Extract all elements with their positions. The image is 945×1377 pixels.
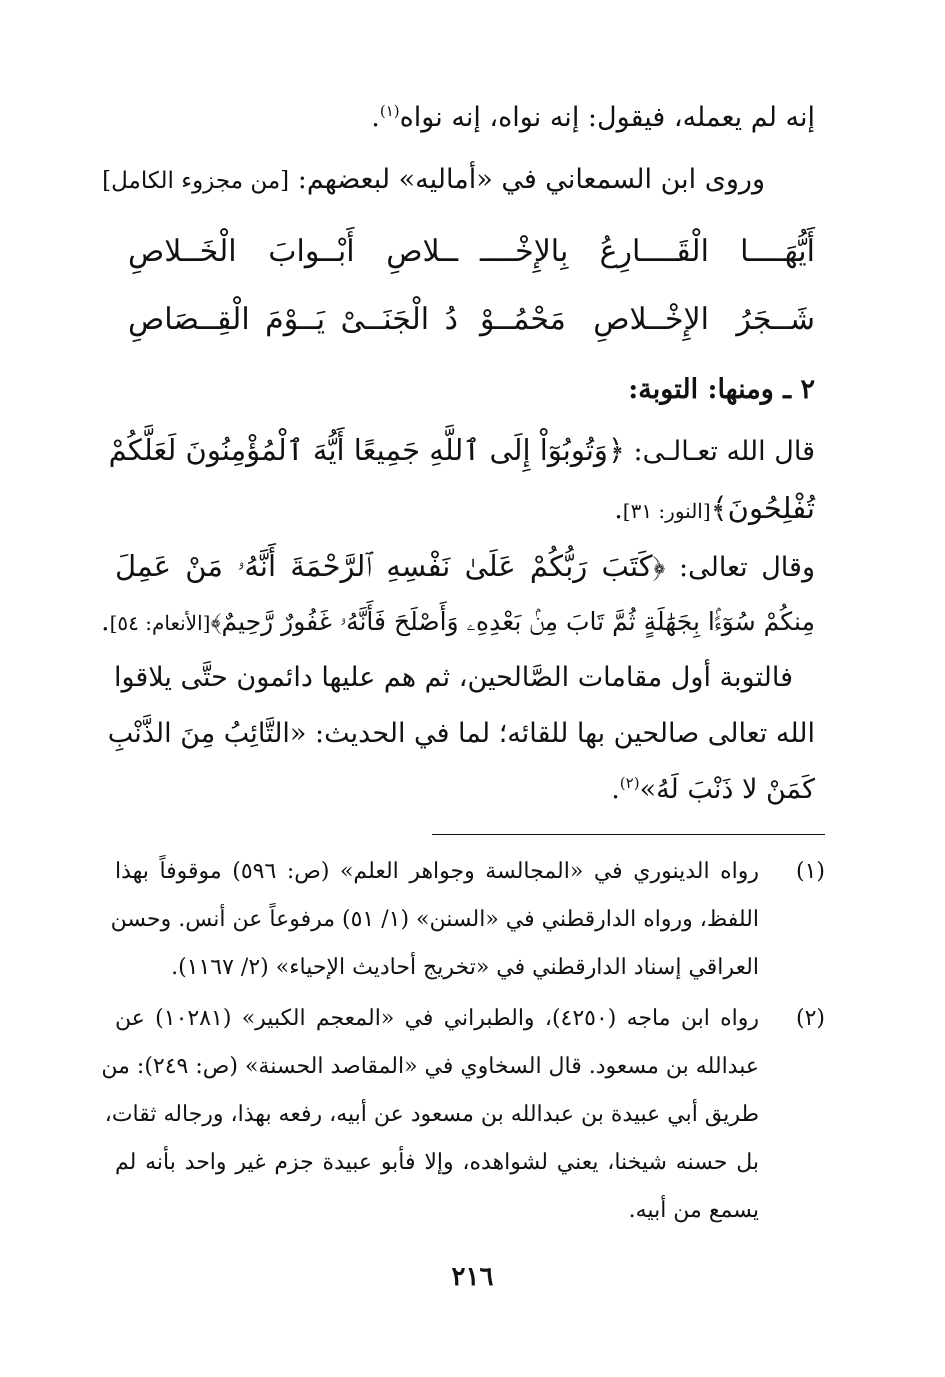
footnote-text: عبدالله بن مسعود. قال السخاوي في «المقاصد الحسنة» (ص: ٢٤٩): من — [101, 1054, 759, 1079]
quran-intro: وقال تعالى: — [665, 552, 815, 583]
body-line-1 — [115, 98, 815, 138]
quran-verse-text: ﴿وَتُوبُوٓاْ إِلَى ٱللَّهِ جَمِيعًا أَيُّهَ ٱلْمُؤْمِنُونَ لَعَلَّكُمْ — [108, 433, 625, 467]
quran-line-4 — [100, 602, 815, 643]
poem-verse-2-first-half: شَــجَرُ الإِخْــلاصِ مَحْمُــوْ — [480, 302, 815, 337]
poem-intro: وروى ابن السمعاني في «أماليه» لبعضهم: — [297, 164, 765, 195]
body-paragraph-line-1: فالتوبة أول مقامات الصَّالحين، ثم هم عليها دائمون حتَّى يلاقوا — [113, 662, 793, 693]
punctuation: . — [100, 606, 110, 637]
body-paragraph-line-2: الله تعالى صالحين بها للقائه؛ لما في الحديث: «التَّائِبُ مِنَ الذَّنْبِ — [107, 718, 815, 749]
footnote-number: (٢) — [795, 1006, 825, 1031]
quran-intro: قال الله تعـالـى: — [624, 436, 815, 467]
quran-line-3 — [115, 546, 815, 588]
body-line-2 — [102, 160, 765, 201]
quran-verse-text: مِنكُمْ سُوٓءًۢا بِجَهَٰلَةٍ ثُمَّ تَابَ مِنۢ بَعْدِهِۦ وَأَصْلَحَ فَأَنَّهُۥ غَفُورٌ رَّحِيمٌ﴾ — [210, 607, 815, 636]
footnote-marker-2[interactable]: (٢) — [619, 774, 640, 792]
page-number: ٢١٦ — [451, 1262, 494, 1292]
footnote-marker-1[interactable]: (١) — [379, 102, 400, 120]
quran-reference: [النور: ٣١] — [622, 499, 711, 523]
footnote-2-line-4 — [115, 1147, 825, 1179]
quran-line-1 — [108, 430, 815, 472]
quran-line-2 — [115, 488, 815, 531]
poem-meter: [من مجزوء الكامل] — [102, 168, 290, 194]
footnote-number: (١) — [795, 859, 825, 884]
punctuation: . — [371, 102, 380, 133]
poem-verse-1-second-half: ــلاصِ أَبْــوابَ الْخَــلاصِ — [128, 234, 458, 269]
footnote-2-line-2 — [101, 1051, 825, 1083]
footnote-1-line-1 — [115, 856, 825, 888]
quran-verse-text: تُفْلِحُونَ﴾ — [710, 491, 815, 525]
quran-verse-text: ﴿كَتَبَ رَبُّكُمْ عَلَىٰ نَفْسِهِ ٱلرَّحْمَةَ أَنَّهُۥ مَنْ عَمِلَ — [115, 549, 666, 583]
footnote-1-line-2 — [110, 904, 825, 936]
poem-verse-1-first-half: أَيُّهَــــا الْقَــــارِعُ بِالإِخْــــ — [480, 234, 815, 269]
footnote-separator — [432, 834, 825, 835]
footnote-1-line-3 — [115, 952, 825, 984]
section-heading: ٢ ـ ومنها: التوبة: — [628, 374, 815, 405]
footnote-2-line-3 — [104, 1099, 825, 1131]
footnote-2-line-5 — [115, 1195, 825, 1227]
body-text: إنه لم يعمله، فيقول: إنه نواه، إنه نواه — [399, 102, 815, 133]
hadith-text: كَمَنْ لا ذَنْبَ لَهُ» — [639, 774, 815, 805]
punctuation: . — [614, 494, 623, 525]
footnote-text: بل حسنه شيخنا، يعني لشواهده، وإلا فأبو عبيدة جزم غير واحد بأنه لم — [115, 1150, 759, 1175]
footnote-text: يسمع من أبيه. — [628, 1198, 759, 1223]
footnote-text: طريق أبي عبيدة بن عبدالله بن مسعود عن أبيه، رفعه بهذا، ورجاله ثقات، — [104, 1102, 759, 1127]
footnote-text: رواه الدينوري في «المجالسة وجواهر العلم» (ص: ٥٩٦) موقوفاً بهذا — [115, 859, 759, 884]
punctuation: . — [611, 774, 620, 805]
poem-verse-2-second-half: دُ الْجَنَــىْ يَــوْمَ الْقِــصَاصِ — [128, 302, 458, 337]
body-paragraph-line-3 — [115, 770, 815, 810]
footnote-text: اللفظ، ورواه الدارقطني في «السنن» (١/ ٥١) مرفوعاً عن أنس. وحسن — [110, 907, 759, 932]
footnote-2-line-1 — [115, 1003, 825, 1035]
footnote-text: رواه ابن ماجه (٤٢٥٠)، والطبراني في «المعجم الكبير» (١٠٢٨١) عن — [115, 1006, 759, 1031]
footnote-text: العراقي إسناد الدارقطني في «تخريج أحاديث الإحياء» (٢/ ١١٦٧). — [171, 955, 759, 980]
quran-reference: [الأنعام: ٥٤] — [109, 611, 211, 635]
